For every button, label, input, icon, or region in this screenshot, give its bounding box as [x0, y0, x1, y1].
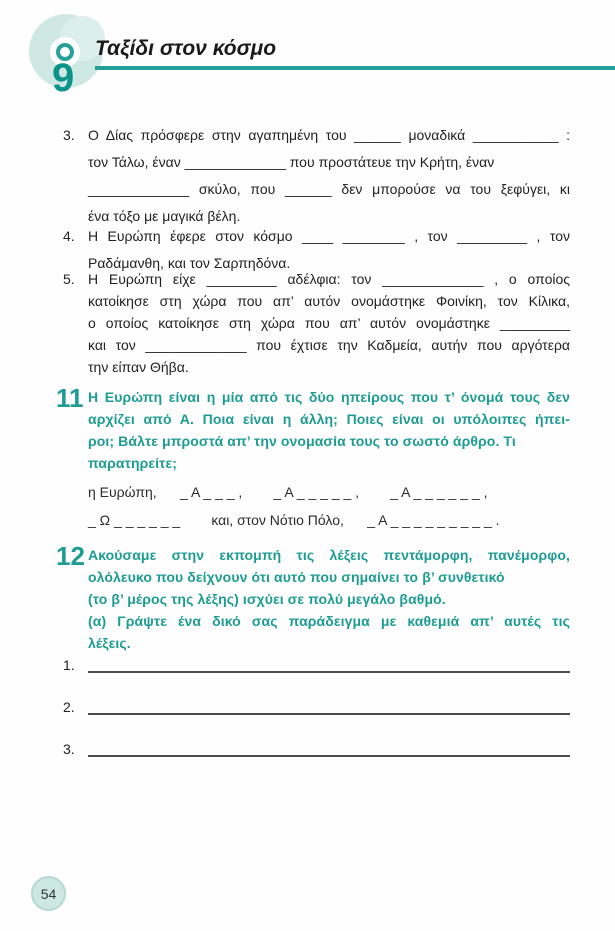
exercise-item-12	[56, 541, 570, 654]
exercise-line: Η Ευρώπη έφερε στον κόσμο ____ ________ , τον _________ , τον	[88, 228, 570, 244]
exercise-line: και τον _____________ που έχτισε την Καδμεία, αυτήν που αργότερα	[88, 337, 570, 353]
exercise-line: παρατηρείτε;	[88, 455, 177, 471]
answer-number: 3.	[63, 741, 75, 757]
unit-number: 9	[52, 56, 75, 100]
exercise-line: Ακούσαμε στην εκπομπή τις λέξεις πεντάμορφη, πανέμορφο,	[88, 547, 570, 563]
page-number: 54	[40, 885, 57, 902]
answer-blank-line	[88, 651, 570, 673]
exercise-line: (το β’ μέρος της λέξης) ισχύει σε πολύ μεγάλο βαθμό.	[88, 591, 446, 607]
exercise-line: (α) Γράψτε ένα δικό σας παράδειγμα με καθεμιά απ’ αυτές τις	[88, 613, 570, 629]
answer-blank-line	[88, 693, 570, 715]
exercise-number: 3.	[63, 127, 75, 143]
exercise-line: Η Ευρώπη είναι η μία από τις δύο ηπείρους που τ’ όνομά τους δεν	[88, 389, 570, 405]
answer-blank-line	[88, 735, 570, 757]
exercise-text	[88, 122, 570, 230]
exercise-number: 11	[56, 383, 84, 413]
exercise-number: 5.	[63, 271, 75, 287]
pattern-line: _ Ω _ _ _ _ _ _ και, στον Νότιο Πόλο, _ Α _ _ _ _ _ _ _ _ _ .	[88, 512, 500, 528]
exercise-line: αρχίζει από Α. Ποια είναι η άλλη; Ποιες είναι οι υπόλοιπες ήπει-	[88, 411, 570, 427]
exercise-item-3	[63, 122, 570, 230]
exercise-line: ροι; Βάλτε μπροστά απ’ την ονομασία τους το σωστό άρθρο. Τι	[88, 433, 516, 449]
exercise-line: τον Τάλω, έναν _____________ που προστάτευε την Κρήτη, έναν	[88, 154, 495, 170]
exercise-line: Ο Δίας πρόσφερε στην αγαπημένη του ______ μοναδικά ___________ :	[88, 127, 570, 143]
exercise-line: Η Ευρώπη είχε _________ αδέλφια: τον _____________ , ο οποίος	[88, 271, 570, 287]
exercise-number: 12	[56, 541, 85, 571]
exercise-line: κατοίκησε στη χώρα που απ’ αυτόν ονομάστηκε Φοινίκη, τον Κίλικα,	[88, 293, 570, 309]
pattern-line: η Ευρώπη, _ Α _ _ _ , _ Α _ _ _ _ _ , _ Α _ _ _ _ _ _ ,	[88, 484, 488, 500]
exercise-line: την είπαν Θήβα.	[88, 359, 189, 375]
exercise-line: Ραδάμανθη, και τον Σαρπηδόνα.	[88, 255, 291, 271]
page-number-badge	[31, 876, 66, 911]
exercise-text	[88, 544, 570, 654]
exercise-line: ολόλευκο που δείχνουν ότι αυτό που σημαίνει το β’ συνθετικό	[88, 569, 505, 585]
answer-row-3	[63, 735, 570, 757]
exercise-item-11	[56, 383, 570, 474]
exercise-number: 4.	[63, 228, 75, 244]
continent-answer-patterns	[88, 478, 588, 534]
exercise-line: _____________ σκύλο, που ______ δεν μπορούσε να του ξεφύγει, κι	[88, 181, 570, 197]
exercise-line: ένα τόξο με μαγικά βέλη.	[88, 208, 241, 224]
page-title: Ταξίδι στον κόσμο	[95, 37, 277, 60]
exercise-text	[88, 386, 570, 474]
exercise-line: ο οποίος κατοίκησε στη χώρα που απ’ αυτόν ονομάστηκε _________	[88, 315, 570, 331]
answer-row-1	[63, 651, 570, 673]
exercise-text	[88, 268, 570, 378]
answer-number: 2.	[63, 699, 75, 715]
answer-row-2	[63, 693, 570, 715]
exercise-line: λέξεις.	[88, 635, 131, 651]
header-divider	[95, 66, 615, 70]
exercise-item-5	[63, 268, 570, 378]
answer-number: 1.	[63, 657, 75, 673]
